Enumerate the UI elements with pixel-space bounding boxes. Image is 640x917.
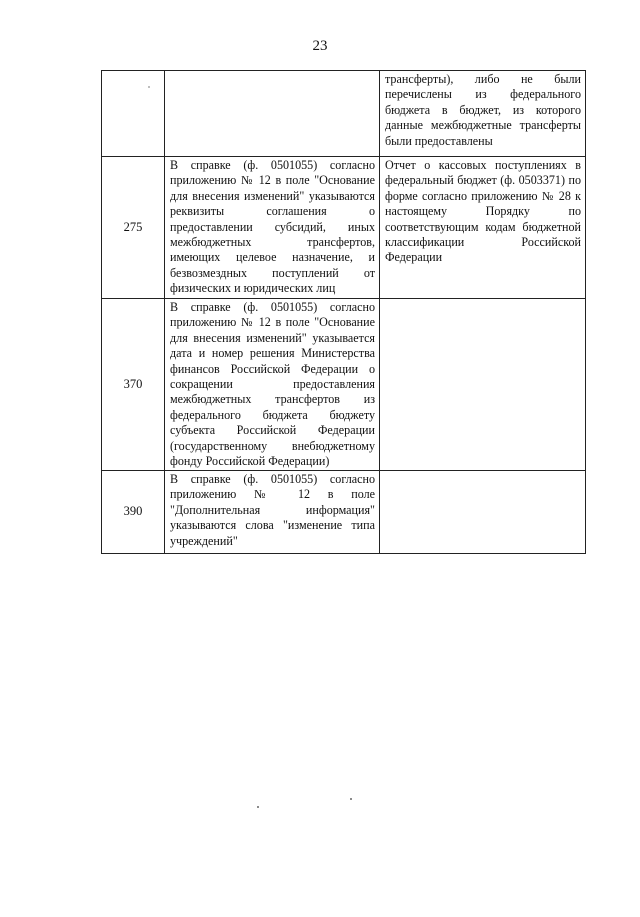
row-description: В справке (ф. 0501055) согласно приложению № 12 в поле "Основание для внесения изменений" указываются реквизиты соглашения о предоставлении субсидий, иных межбюджетных трансфертов, имеющих целевое назначение, и безвозмездных поступлений от физических и юридических лиц xyxy=(165,157,380,299)
table-row xyxy=(102,471,586,554)
row-code: 275 xyxy=(102,157,165,299)
page-number: 23 xyxy=(312,38,328,54)
row-description xyxy=(165,71,380,157)
row-source xyxy=(380,471,586,554)
table-row xyxy=(102,71,586,157)
row-code: 390 xyxy=(102,471,165,554)
row-source: трансферты), либо не были перечислены из федерального бюджета в бюджет, из которого данные межбюджетные трансферты были предоставлены xyxy=(380,71,586,157)
table-row xyxy=(102,157,586,299)
budget-procedure-table xyxy=(101,70,586,554)
row-code: 370 xyxy=(102,299,165,471)
row-code xyxy=(102,71,165,157)
row-description: В справке (ф. 0501055) согласно приложению № 12 в поле "Дополнительная информация" указываются слова "изменение типа учреждений" xyxy=(165,471,380,554)
row-description: В справке (ф. 0501055) согласно приложению № 12 в поле "Основание для внесения изменений" указывается дата и номер решения Министерства финансов Российской Федерации о сокращении предоставления межбюджетных трансфертов из федерального бюджета бюджету субъекта Российской Федерации (государственному внебюджетному фонду Российской Федерации) xyxy=(165,299,380,471)
table-row xyxy=(102,299,586,471)
row-source: Отчет о кассовых поступлениях в федеральный бюджет (ф. 0503371) по форме согласно приложению № 28 к настоящему Порядку по соответствующим кодам бюджетной классификации Российской Федерации xyxy=(380,157,586,299)
row-source xyxy=(380,299,586,471)
